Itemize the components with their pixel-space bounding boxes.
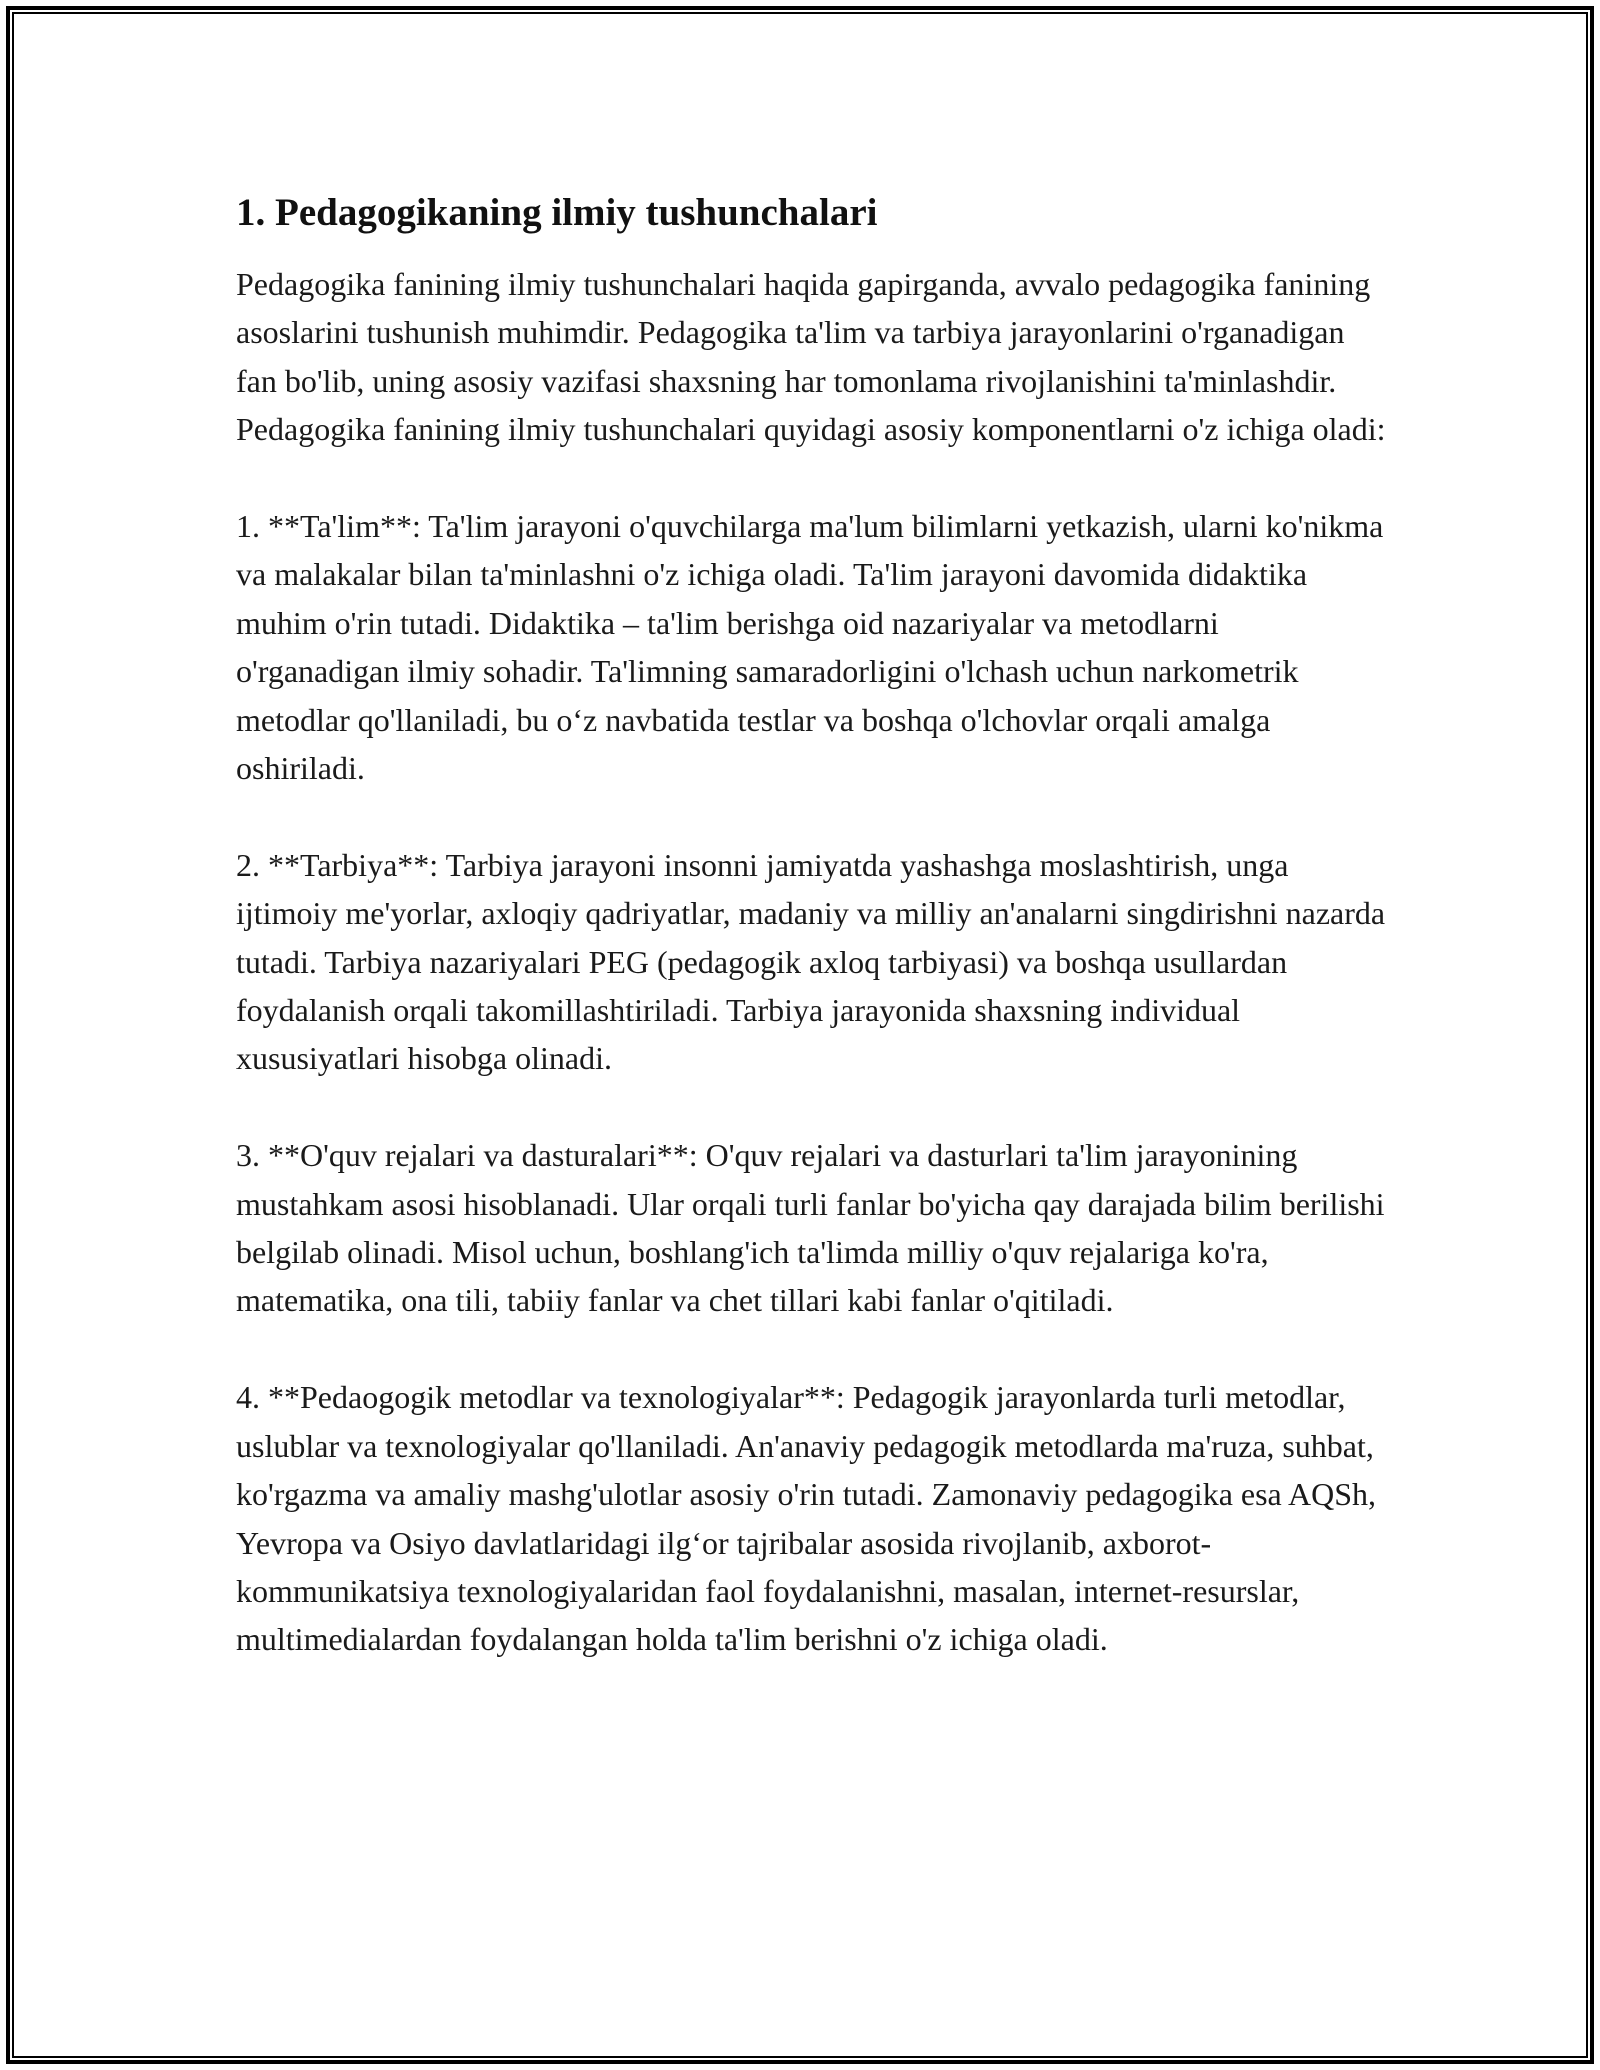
paragraph-oquv-rejalari: 3. **O'quv rejalari va dasturalari**: O'quv rejalari va dasturlari ta'lim jarayonining mustahkam asosi hisoblanadi. Ular orqali turli fanlar bo'yicha qay darajada bilim berilishi belgilab olinadi. Misol uchun, boshlang'ich ta'limda milliy o'quv rejalariga ko'ra, matematika, ona tili, tabiiy fanlar va chet tillari kabi fanlar o'qitiladi.: [236, 1137, 1385, 1319]
paragraph-pedagogik-metodlar: 4. **Pedaogogik metodlar va texnologiyalar**: Pedagogik jarayonlarda turli metodlar, uslublar va texnologiyalar qo'llaniladi. An'anaviy pedagogik metodlarda ma'ruza, suhbat, ko'rgazma va amaliy mashg'ulotlar asosiy o'rin tutadi. Zamonaviy pedagogika esa AQSh, Yevropa va Osiyo davlatlaridagi ilg‘or tajribalar asosida rivojlanib, axborot-kommunikatsiya texnologiyalaridan faol foydalanishni, masalan, internet-resurslar, multimedialardan foydalangan holda ta'lim berishni o'z ichiga oladi.: [236, 1379, 1376, 1658]
paragraph-tarbiya: 2. **Tarbiya**: Tarbiya jarayoni insonni jamiyatda yashashga moslashtirish, unga ijtimoiy me'yorlar, axloqiy qadriyatlar, madaniy va milliy an'analarni singdirishni nazarda tutadi. Tarbiya nazariyalari PEG (pedagogik axloq tarbiyasi) va boshqa usullardan foydalanish orqali takomillashtiriladi. Tarbiya jarayonida shaxsning individual xususiyatlari hisobga olinadi.: [236, 846, 1386, 1077]
paragraph-talim: 1. **Ta'lim**: Ta'lim jarayoni o'quvchilarga ma'lum bilimlarni yetkazish, ularni ko'nikma va malakalar bilan ta'minlashni o'z ichiga oladi. Ta'lim jarayoni davomida didaktika muhim o'rin tutadi. Didaktika – ta'lim berishga oid nazariyalar va metodlarni o'rganadigan ilmiy sohadir. Ta'limning samaradorligini o'lchash uchun narkometrik metodlar qo'llaniladi, bu o‘z navbatida testlar va boshqa o'lchovlar orqali amalga oshiriladi.: [236, 508, 1384, 787]
document-body: [236, 185, 1386, 1664]
intro-paragraph: Pedagogika fanining ilmiy tushunchalari haqida gapirganda, avvalo pedagogika fanining asoslarini tushunish muhimdir. Pedagogika ta'lim va tarbiya jarayonlarini o'rganadigan fan bo'lib, uning asosiy vazifasi shaxsning har tomonlama rivojlanishini ta'minlashdir. Pedagogika fanining ilmiy tushunchalari quyidagi asosiy komponentlarni o'z ichiga oladi:: [236, 266, 1386, 448]
document-heading: 1. Pedagogikaning ilmiy tushunchalari: [236, 191, 878, 234]
